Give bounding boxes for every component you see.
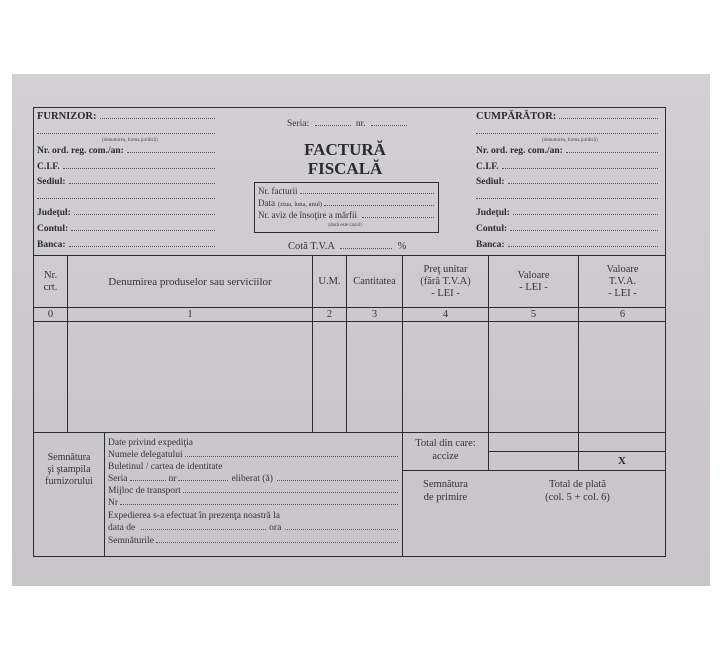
total-excise-label: Total din care: accize bbox=[415, 438, 476, 462]
col-index-1: 1 bbox=[187, 309, 193, 320]
transport-field[interactable]: Mijloc de transport bbox=[108, 486, 398, 496]
aviz-number-field[interactable]: Nr. aviz de însoţire a mărfii bbox=[258, 210, 434, 220]
buyer-sediu-line2[interactable] bbox=[476, 191, 658, 199]
seria-nr-field[interactable]: Seria: nr. bbox=[287, 119, 407, 129]
delegate-name-field[interactable]: Numele delegatului bbox=[108, 450, 398, 460]
receipt-signature[interactable]: Semnătura de primire bbox=[423, 479, 468, 503]
items-table-body[interactable] bbox=[34, 323, 665, 431]
buyer-cif-field[interactable]: C.I.F. bbox=[476, 161, 658, 172]
buyer-cont-field[interactable]: Contul: bbox=[476, 223, 658, 234]
col-index-4: 4 bbox=[442, 309, 449, 320]
cota-tva-field[interactable]: Cotă T.V.A % bbox=[288, 241, 407, 252]
total-payment-field[interactable]: Total de plată (col. 5 + col. 6) bbox=[545, 479, 610, 503]
supplier-judet-field[interactable]: Judeţul: bbox=[37, 207, 215, 218]
buyer-heading-field[interactable] bbox=[476, 111, 658, 122]
excise-tva-x-mark: X bbox=[618, 455, 626, 467]
buyer-heading: CUMPĂRĂTOR: bbox=[476, 111, 557, 122]
col-header-um: U.M. bbox=[318, 275, 341, 287]
index-row-bottom-line bbox=[33, 321, 666, 322]
col-index-2: 2 bbox=[326, 309, 333, 320]
presence-statement: Expedierea s-a efectuat în prezenţa noastră la bbox=[108, 511, 280, 521]
expedition-date-time-field[interactable]: data de ora bbox=[108, 523, 398, 533]
buyer-name-hint: (denumirea, forma juridică) bbox=[542, 138, 598, 143]
supplier-name-line[interactable] bbox=[37, 126, 215, 134]
col-index-6: 6 bbox=[619, 309, 626, 320]
col-index-3: 3 bbox=[371, 309, 378, 320]
invoice-date-field[interactable]: Data (ziua, luna, anul) bbox=[258, 198, 434, 208]
supplier-heading: FURNIZOR: bbox=[37, 111, 97, 122]
total-value-field[interactable] bbox=[489, 433, 578, 451]
col-header-denumire: Denumirea produselor sau serviciilor bbox=[108, 275, 272, 288]
col-index-0: 0 bbox=[47, 309, 54, 320]
id-series-number-field[interactable]: Seria nr eliberat (ă) bbox=[108, 474, 398, 484]
supplier-heading-field[interactable] bbox=[37, 111, 215, 122]
buyer-name-line[interactable] bbox=[476, 126, 658, 134]
total-tva-field[interactable] bbox=[579, 433, 665, 451]
buyer-judet-field[interactable]: Judeţul: bbox=[476, 207, 658, 218]
supplier-cif-field[interactable]: C.I.F. bbox=[37, 161, 215, 172]
supplier-signature-stamp[interactable]: Semnătura şi ştampila furnizorului bbox=[45, 452, 93, 487]
col-header-nr-crt: Nr. crt. bbox=[43, 269, 58, 293]
excise-value-field[interactable] bbox=[489, 452, 578, 470]
buyer-reg-com-field[interactable]: Nr. ord. reg. com./an: bbox=[476, 145, 658, 156]
supplier-name-hint: (denumirea, forma juridică) bbox=[102, 138, 158, 143]
buyer-banca-field[interactable]: Banca: bbox=[476, 239, 658, 250]
col-header-valoare-tva: Valoare T.V.A. - LEI - bbox=[606, 263, 639, 299]
supplier-sediu-line2[interactable] bbox=[37, 191, 215, 199]
id-document-label: Buletinul / cartea de identitate bbox=[108, 462, 223, 472]
invoice-number-field[interactable]: Nr. facturii bbox=[258, 186, 434, 196]
aviz-hint: (dacă este cazul) bbox=[328, 223, 362, 228]
supplier-sediu-field[interactable]: Sediul: bbox=[37, 176, 215, 187]
col-header-cantitatea: Cantitatea bbox=[353, 275, 396, 287]
supplier-cont-field[interactable]: Contul: bbox=[37, 223, 215, 234]
col-header-pret-unitar: Preţ unitar (fără T.V.A) - LEI - bbox=[420, 263, 471, 299]
invoice-title: FACTURĂ FISCALĂ bbox=[304, 140, 386, 178]
expedition-title: Date privind expediţia bbox=[108, 438, 193, 448]
col-index-5: 5 bbox=[530, 309, 537, 320]
signatures-field[interactable]: Semnăturile bbox=[108, 536, 398, 546]
supplier-banca-field[interactable]: Banca: bbox=[37, 239, 215, 250]
col-header-valoare: Valoare - LEI - bbox=[517, 269, 550, 293]
transport-number-field[interactable]: Nr bbox=[108, 498, 398, 508]
supplier-reg-com-field[interactable]: Nr. ord. reg. com./an: bbox=[37, 145, 215, 156]
buyer-sediu-field[interactable]: Sediul: bbox=[476, 176, 658, 187]
